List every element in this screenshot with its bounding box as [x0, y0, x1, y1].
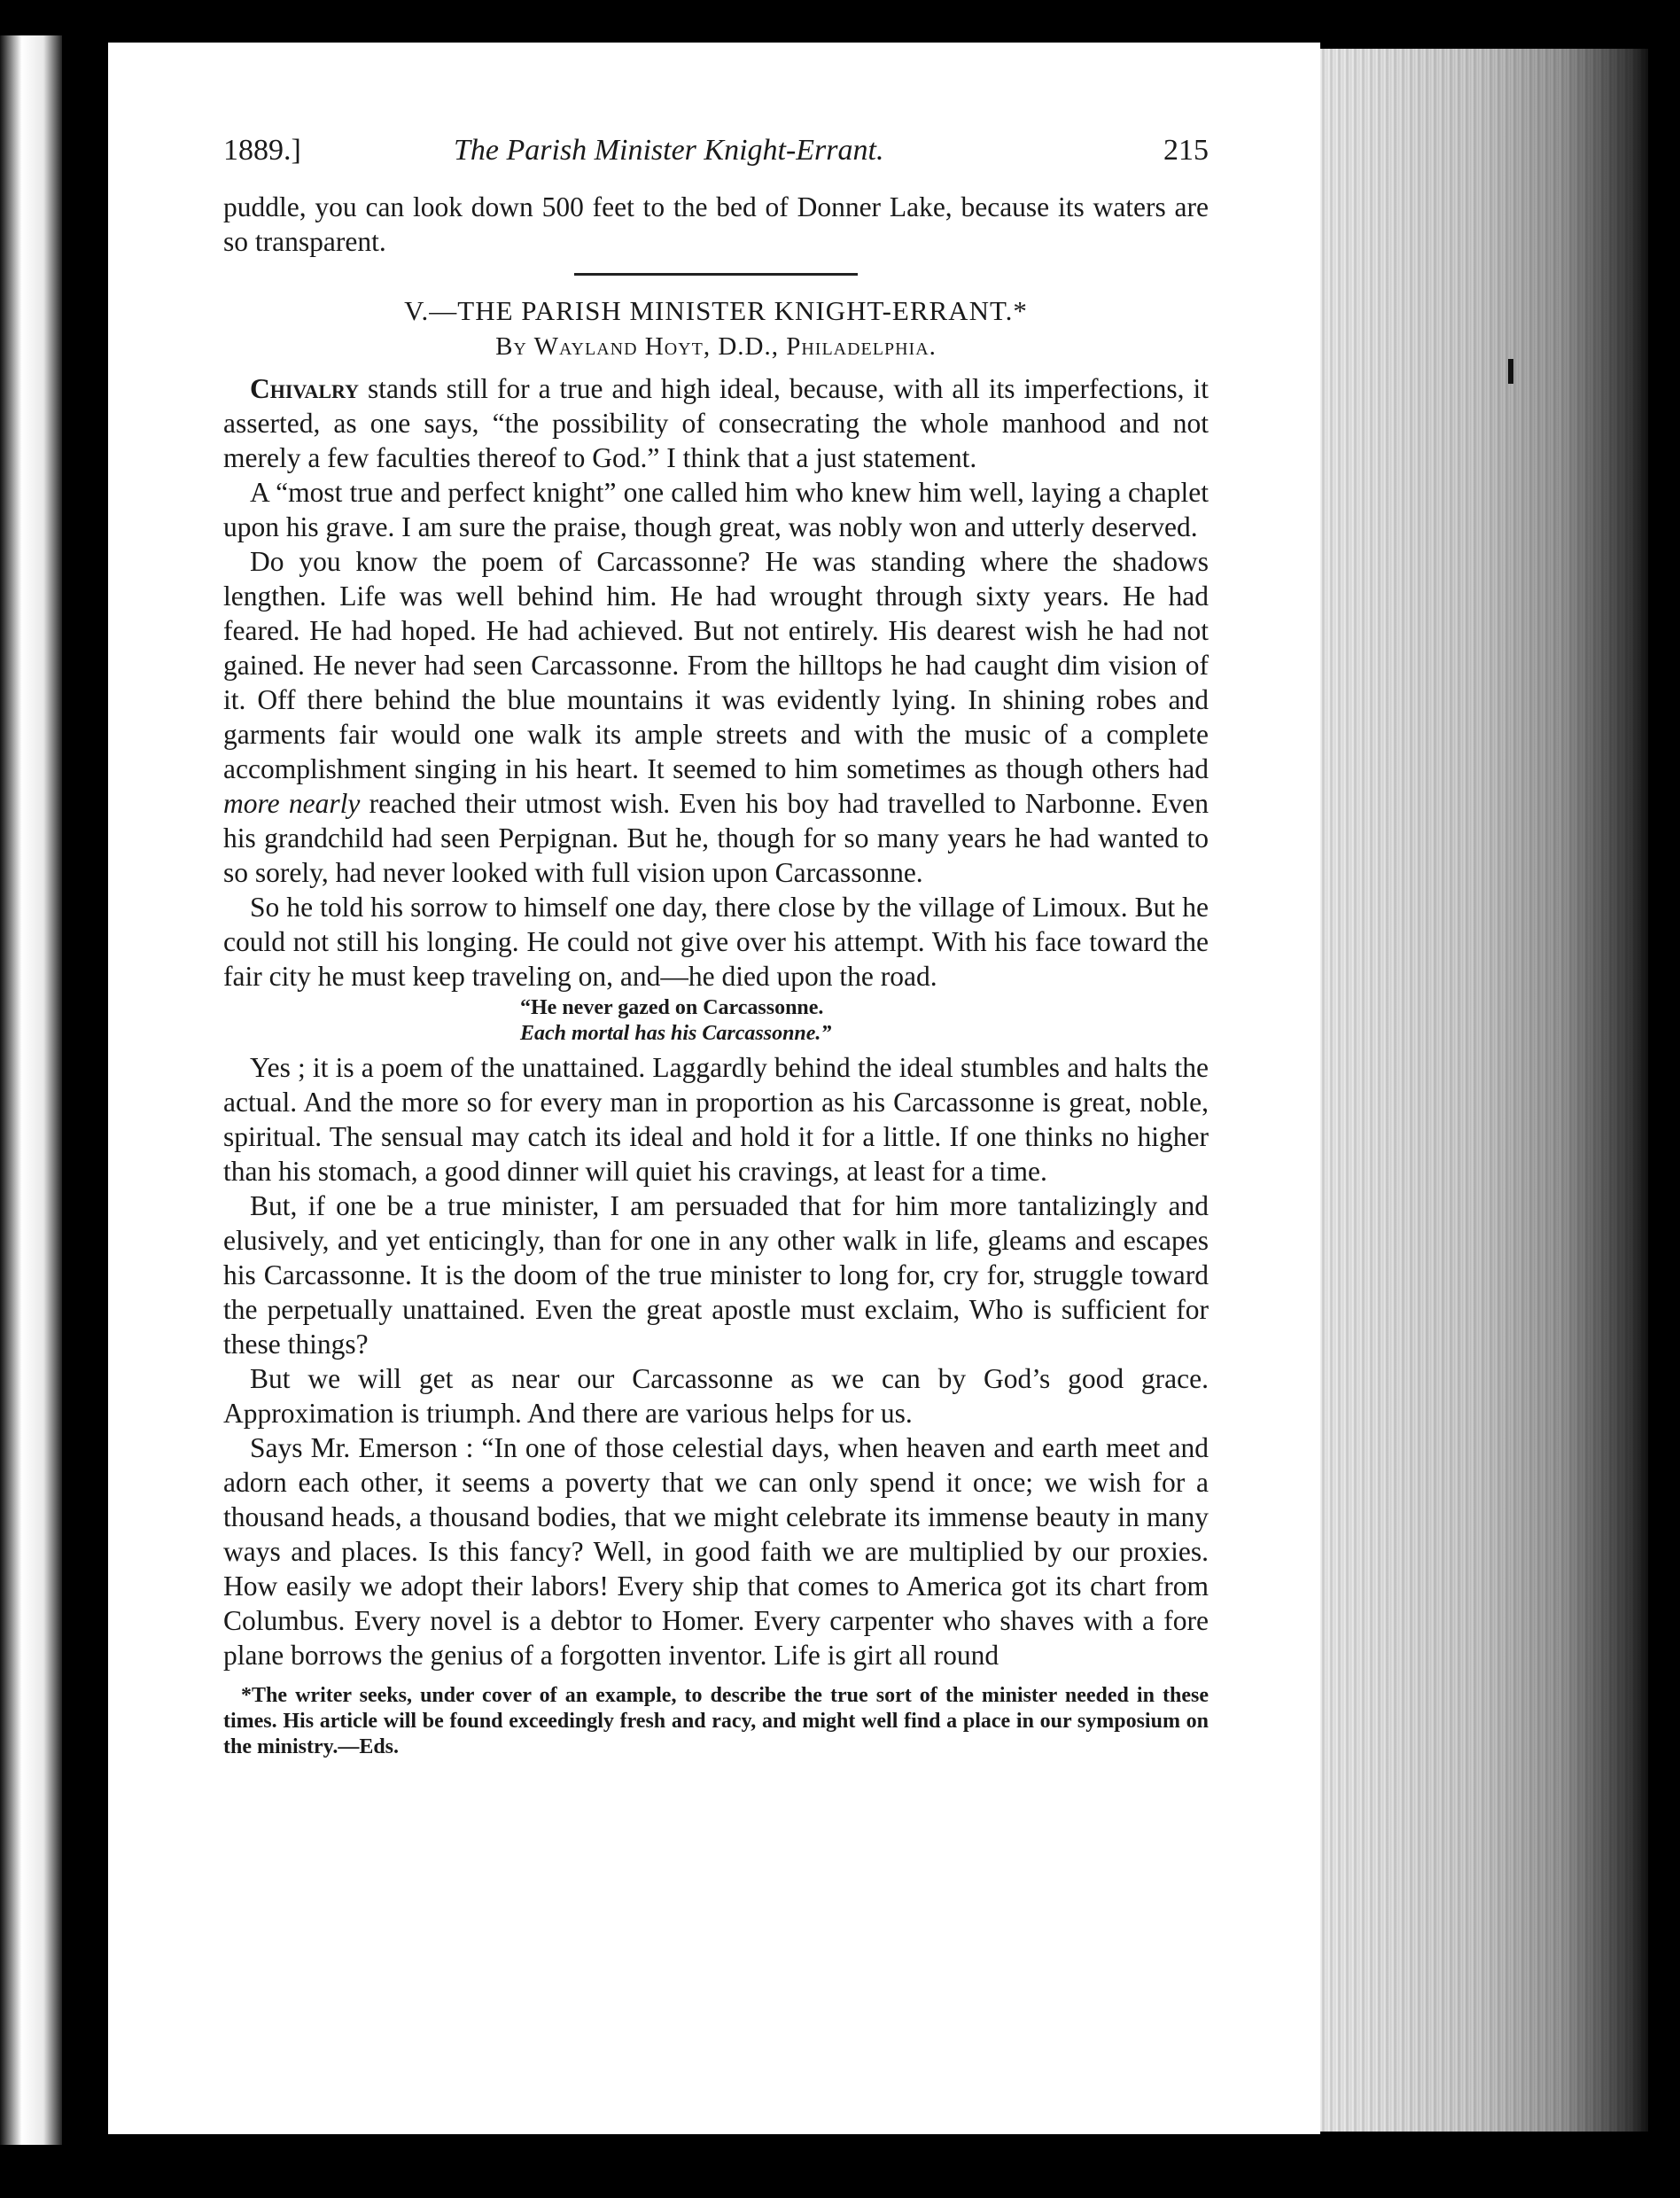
lead-paragraph: puddle, you can look down 500 feet to the bed of Donner Lake, because its waters are so transparent. [223, 191, 1209, 257]
page-number: 215 [1163, 134, 1209, 167]
quote-line-2: Each mortal has his Carcassonne.” [520, 1022, 832, 1045]
header-year: 1889.] [223, 134, 301, 167]
paragraph-3 [223, 544, 1209, 890]
book-fore-edge [1303, 49, 1648, 2132]
paragraph-3-italic: more nearly [223, 788, 361, 819]
paragraph-5: Yes ; it is a poem of the unattained. Laggardly behind the ideal stumbles and halts the actual. And the more so for every man in proportion as his Carcassonne is great, noble, spiritual. The sensual may catch its ideal and hold it for a little. If one thinks no higher than his stomach, a good dinner will quiet his cravings, at least for a time. [223, 1052, 1209, 1187]
paragraph-2: A “most true and perfect knight” one called him who knew him well, laying a chaplet upon his grave. I am sure the praise, though great, was nobly won and utterly deserved. [223, 477, 1209, 542]
paragraph-6: But, if one be a true minister, I am persuaded that for him more tantalizingly and elusively, and yet enticingly, than for one in any other walk in life, gleams and escapes his Carcassonne. It is the doom of the true minister to long for, cry for, struggle toward the perpetually unattained. Even the great apostle must exclaim, Who is sufficient for these things? [223, 1190, 1209, 1360]
article-byline: By Wayland Hoyt, D.D., Philadelphia. [495, 332, 937, 361]
paragraph-1 [223, 371, 1209, 475]
facing-page-edge [0, 35, 62, 2145]
page-content [223, 133, 1209, 1781]
header-title: The Parish Minister Knight-Errant. [454, 134, 884, 167]
paragraph-7: But we will get as near our Carcassonne as we can by God’s good grace. Approximation is triumph. And there are various helps for us. [223, 1363, 1209, 1429]
verse-quote [223, 995, 1209, 1047]
footnote: *The writer seeks, under cover of an example, to describe the true sort of the minister needed in these times. His article will be found exceedingly fresh and racy, and might well find a place in our symposium on the ministry.—Eds. [223, 1684, 1209, 1758]
quote-line-1: “He never gazed on Carcassonne. [520, 996, 824, 1019]
paragraph-3-text-a: Do you know the poem of Carcassonne? He was standing where the shadows lengthen. Life was well behind him. He had wrought through sixty years. He had feared. He had hoped. He had achieved. But not entirely. His dearest wish he had not gained. He never had seen Carcassonne. From the hilltops he had caught dim vision of it. Off there behind the blue mountains it was evidently lying. In shining robes and garments fair would one walk its ample streets and with the music of a complete accomplishment singing in his heart. It seemed to him sometimes as though others had [223, 546, 1209, 784]
section-rule [574, 273, 858, 276]
running-head [223, 133, 1209, 174]
article-title: V.—THE PARISH MINISTER KNIGHT-ERRANT.* [404, 295, 1028, 326]
drop-word: Chivalry [250, 373, 360, 404]
paragraph-8: Says Mr. Emerson : “In one of those celestial days, when heaven and earth meet and adorn each other, it seems a poverty that we can only spend it once; we wish for a thousand heads, a thousand bodies, that we might celebrate its immense beauty in many ways and places. Is this fancy? Well, in good faith we are multiplied by our proxies. How easily we adopt their labors! Every ship that comes to America got its chart from Columbus. Every novel is a debtor to Homer. Every carpenter who shaves with a fore plane borrows the genius of a forgotten inventor. Life is girt all round [223, 1432, 1209, 1671]
paragraph-1-text: stands still for a true and high ideal, because, with all its imperfections, it asserted, as one says, “the possibility of consecrating the whole manhood and not merely a few faculties thereof to God.” I think that a just statement. [223, 373, 1209, 473]
paragraph-3-text-b: reached their utmost wish. Even his boy had travelled to Narbonne. Even his grandchild had seen Perpignan. But he, though for so many years he had wanted to so sorely, had never looked with full vision upon Carcassonne. [223, 788, 1209, 888]
paragraph-4: So he told his sorrow to himself one day, there close by the village of Limoux. But he could not still his longing. He could not give over his attempt. With his face toward the fair city he must keep traveling on, and—he died upon the road. [223, 892, 1209, 992]
edge-mark [1508, 359, 1513, 384]
